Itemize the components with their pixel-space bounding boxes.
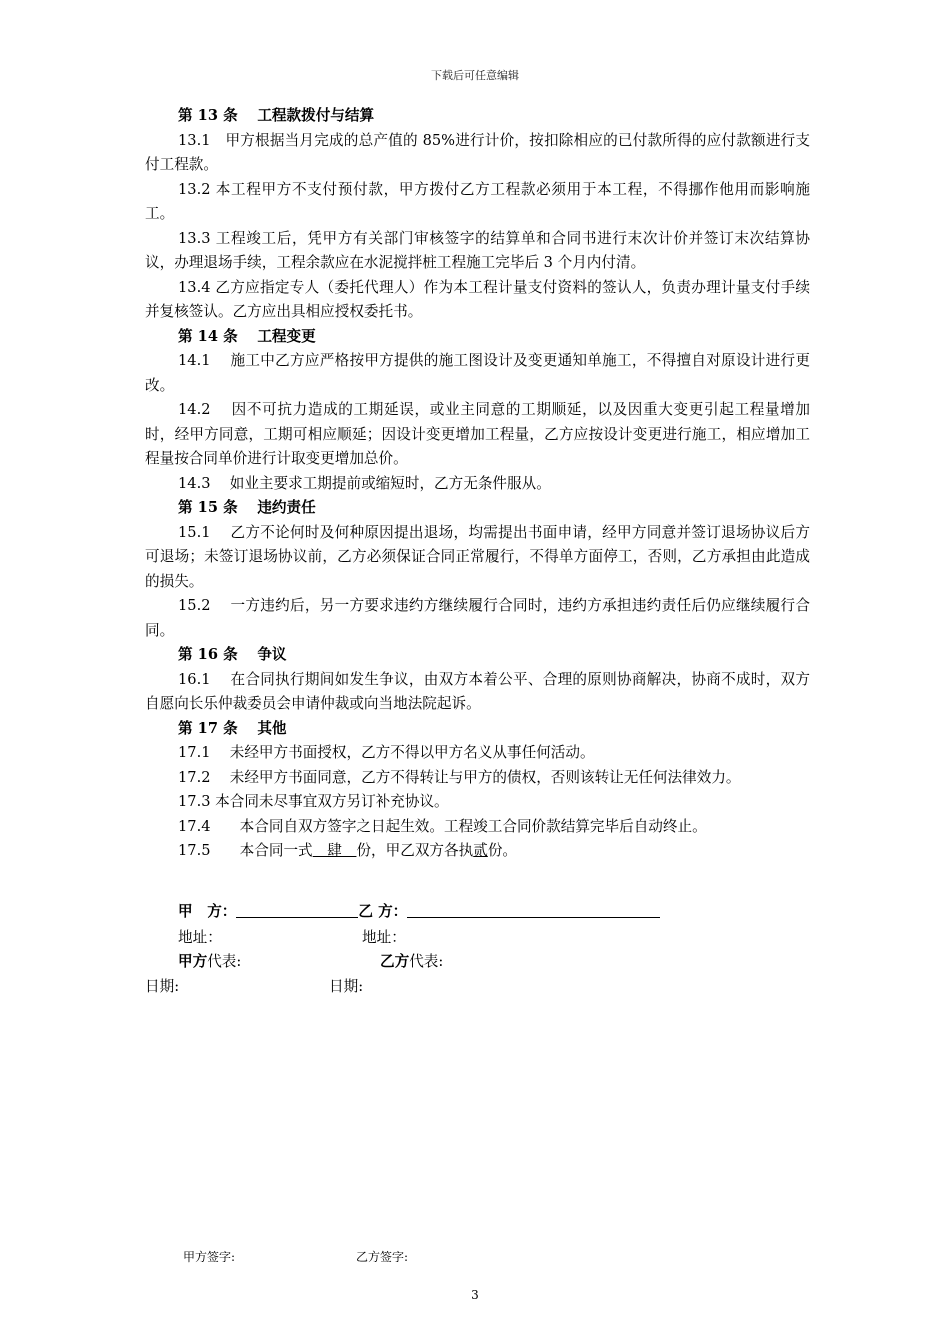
clause-17-5-suffix: 份。 [487, 842, 518, 859]
section-heading-16: 第 16 条 争议 [178, 646, 287, 663]
section-heading-15: 第 15 条 违约责任 [178, 499, 316, 516]
clause-14-3: 14.3 如业主要求工期提前或缩短时，乙方无条件服从。 [178, 474, 551, 492]
representative-b-label: 代表: [409, 953, 444, 970]
clause-15-1: 15.1 乙方不论何时及何种原因提出退场，均需提出书面申请，经甲方同意并签订退场协议后方可退场；未签订退场协议前，乙方必须保证合同正常履行，不得单方面停工，否则，乙方承担由此造成的损失。 [145, 523, 810, 590]
party-b-blank[interactable] [407, 900, 660, 918]
party-b-signature: 乙方签字: [356, 1250, 409, 1264]
clause-13-3: 13.3 工程竣工后，凭甲方有关部门审核签字的结算单和合同书进行末次计价并签订末次结算协议，办理退场手续，工程余款应在水泥搅拌桩工程施工完毕后 3 个月内付清。 [145, 229, 810, 271]
copies-each: 贰 [473, 842, 488, 859]
clause-13-4: 13.4 乙方应指定专人（委托代理人）作为本工程计量支付资料的签认人，负责办理计量支付手续并复核签认。乙方应出具相应授权委托书。 [145, 278, 810, 320]
signature-block [145, 900, 845, 1000]
address-a: 地址： [178, 929, 222, 946]
clause-17-3: 17.3 本合同未尽事宜双方另订补充协议。 [178, 793, 449, 810]
party-a-blank[interactable] [236, 900, 358, 918]
clause-17-1: 17.1 未经甲方书面授权，乙方不得以甲方名义从事任何活动。 [178, 744, 595, 761]
clause-14-1: 14.1 施工中乙方应严格按甲方提供的施工图设计及变更通知单施工，不得擅自对原设计进行更改。 [145, 352, 810, 394]
section-heading-17: 第 17 条 其他 [178, 719, 287, 737]
clause-15-2: 15.2 一方违约后，另一方要求违约方继续履行合同时，违约方承担违约责任后仍应继续履行合同。 [145, 597, 810, 639]
representative-a-party: 甲方 [178, 953, 208, 970]
clause-17-5-prefix: 17.5 本合同一式 [178, 842, 313, 859]
page-header: 下载后可任意编辑 [431, 69, 519, 82]
party-b-label: 乙 方： [358, 903, 408, 920]
clause-14-2: 14.2 因不可抗力造成的工期延误，或业主同意的工期顺延，以及因重大变更引起工程量增加时，经甲方同意，工期可相应顺延；因设计变更增加工程量，乙方应按设计变更进行施工，相应增加工程量按合同单价进行计取变更增加总价。 [145, 401, 810, 467]
party-row [178, 900, 660, 921]
clause-17-2: 17.2 未经甲方书面同意，乙方不得转让与甲方的债权，否则该转让无任何法律效力。 [178, 768, 741, 786]
clause-17-5-middle: 份，甲乙双方各执 [356, 842, 474, 859]
party-a-signature: 甲方签字: [183, 1250, 236, 1264]
representative-a-label: 代表: [207, 953, 242, 970]
party-a-label: 甲 方： [178, 903, 237, 920]
contract-body [145, 104, 810, 864]
date-b: 日期: [329, 978, 364, 995]
clause-16-1: 16.1 在合同执行期间如发生争议，由双方本着公平、合理的原则协商解决，协商不成时，双方自愿向长乐仲裁委员会申请仲裁或向当地法院起诉。 [145, 670, 810, 712]
clause-13-2: 13.2 本工程甲方不支付预付款，甲方拨付乙方工程款必须用于本工程，不得挪作他用而影响施工。 [145, 180, 810, 222]
address-b: 地址： [362, 929, 406, 946]
representative-a [178, 950, 241, 971]
representative-b [380, 950, 443, 971]
clause-13-1: 13.1 甲方根据当月完成的总产值的 85%进行计价，按扣除相应的已付款所得的应付款额进行支付工程款。 [145, 131, 810, 173]
clause-17-5 [145, 839, 810, 864]
copies-count: 肆 [312, 842, 357, 859]
representative-b-party: 乙方 [380, 953, 410, 970]
section-heading-14: 第 14 条 工程变更 [178, 327, 316, 345]
clause-17-4: 17.4 本合同自双方签字之日起生效。工程竣工合同价款结算完毕后自动终止。 [178, 817, 707, 835]
section-heading-13: 第 13 条 工程款拨付与结算 [178, 107, 375, 124]
page-number: 3 [471, 1288, 479, 1302]
date-a: 日期: [145, 978, 180, 995]
